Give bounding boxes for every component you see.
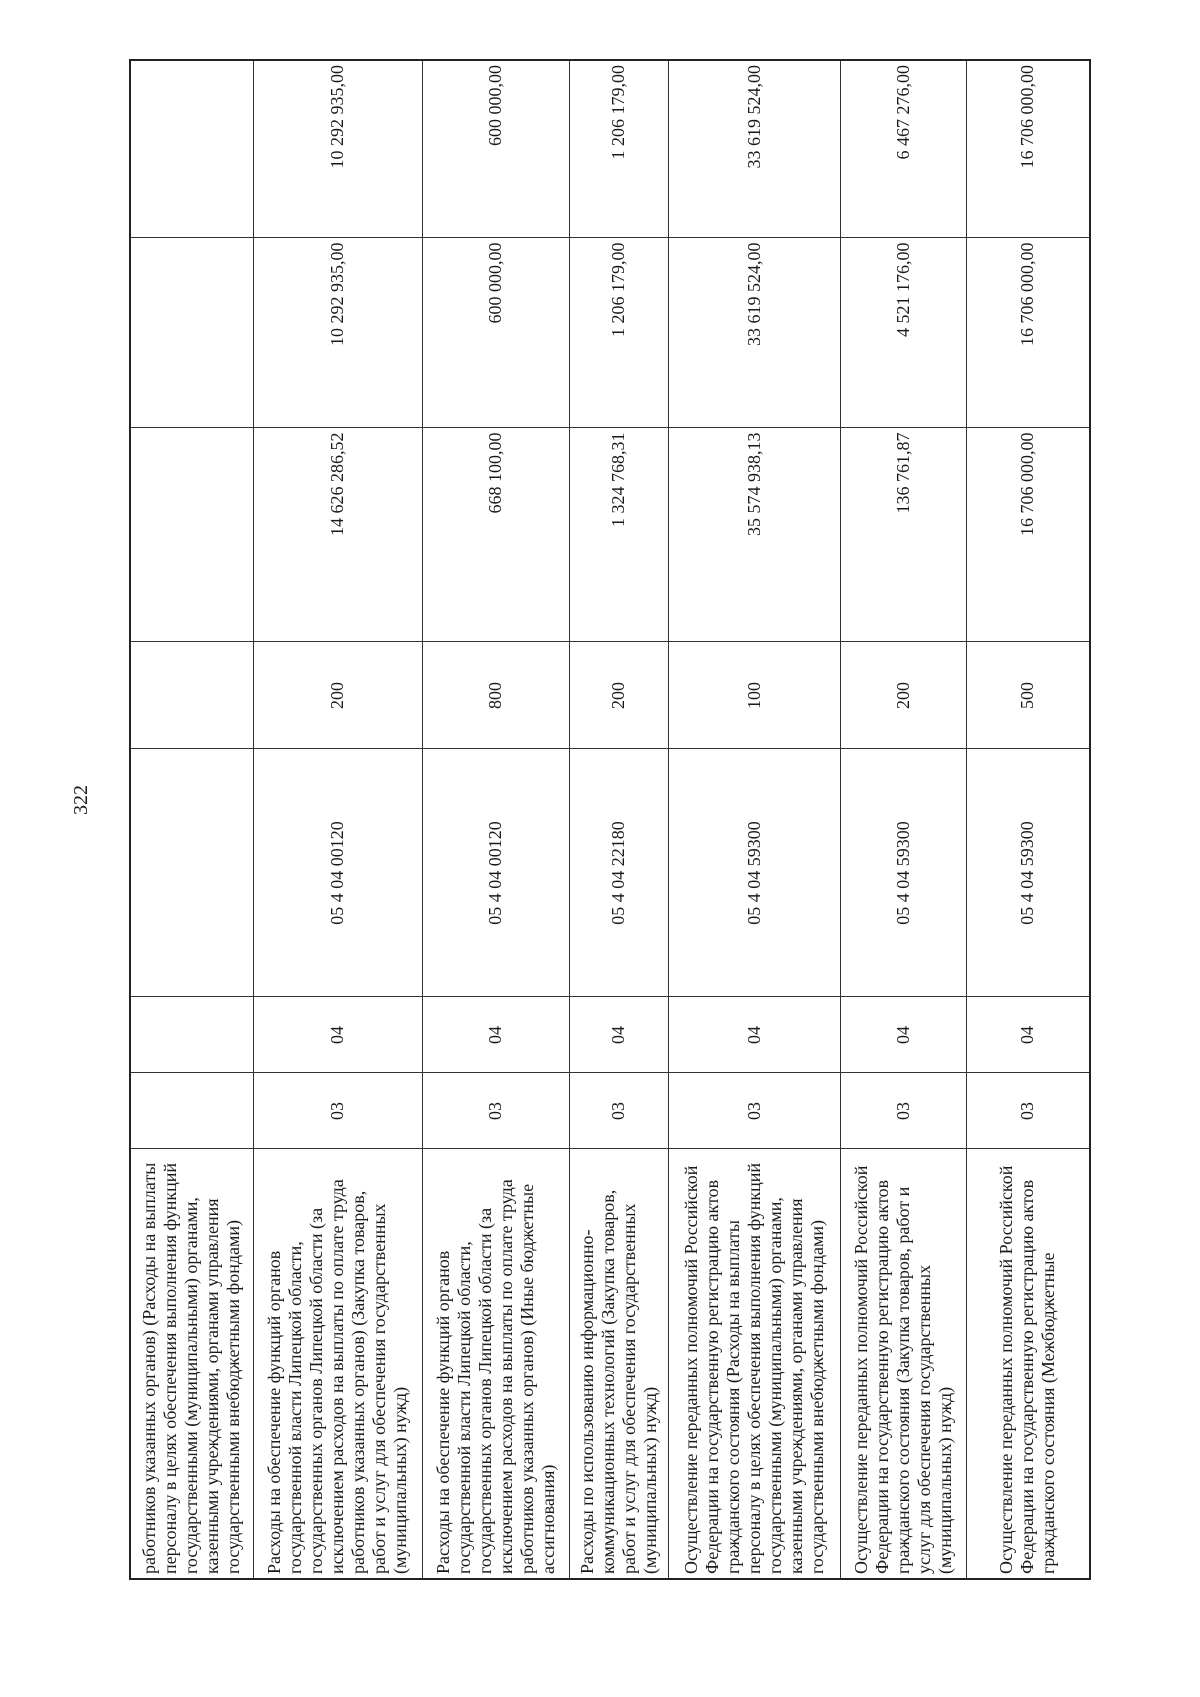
amount-1-cell: 35 574 938,13 [668,428,840,642]
expense-type-cell: 200 [569,642,668,749]
podrazdel-cell: 04 [840,997,966,1073]
row-description: Расходы на обеспечение функций органов государственной власти Липецкой области, государственных органов Липецкой области (за исключением расходов на выплаты по оплате труда работников указанных органов) (Закупка товаров, работ и услуг для обеспечения государственных (муниципальных) нужд) [253,1149,422,1579]
podrazdel-cell: 04 [966,997,1090,1073]
budget-table-wrapper [129,61,1089,1580]
expense-type-cell: 200 [840,642,966,749]
row-description: Осуществление переданных полномочий Российской Федерации на государственную регистрацию актов гражданского состояния (Расходы на выплаты персоналу в целях обеспечения выполнения функций государственными (муниципальными) органами, казенными учреждениями, органами управления государственными внебюджетными фондами) [668,1149,840,1579]
expense-type-cell: 100 [668,642,840,749]
amount-3-cell: 6 467 276,00 [840,60,966,238]
target-article-cell: 05 4 04 59300 [840,749,966,997]
amount-1-cell: 1 324 768,31 [569,428,668,642]
target-article-cell: 05 4 04 59300 [966,749,1090,997]
expense-type-cell: 500 [966,642,1090,749]
target-article-cell: 05 4 04 00120 [253,749,422,997]
amount-2-cell: 1 206 179,00 [569,238,668,428]
podrazdel-cell: 04 [253,997,422,1073]
podrazdel-cell: 04 [569,997,668,1073]
row-description: Осуществление переданных полномочий Российской Федерации на государственную регистрацию актов гражданского состояния (Закупка товаров, работ и услуг для обеспечения государственных (муниципальных) нужд) [840,1149,966,1579]
amount-1-cell [130,428,253,642]
row-description: Расходы на обеспечение функций органов государственной власти Липецкой области, государственных органов Липецкой области (за исключением расходов на выплаты по оплате труда работников указанных органов) (Иные бюджетные ассигнования) [422,1149,569,1579]
razdel-cell: 03 [422,1073,569,1149]
podrazdel-cell [130,997,253,1073]
table-row [966,60,1090,1579]
razdel-cell: 03 [668,1073,840,1149]
target-article-cell: 05 4 04 00120 [422,749,569,997]
amount-2-cell: 16 706 000,00 [966,238,1090,428]
amount-1-cell: 668 100,00 [422,428,569,642]
amount-2-cell: 600 000,00 [422,238,569,428]
amount-2-cell: 33 619 524,00 [668,238,840,428]
row-description: работников указанных органов) (Расходы на выплаты персоналу в целях обеспечения выполнения функций государственными (муниципальными) органами, казенными учреждениями, органами управления государственными внебюджетными фондами) [130,1149,253,1579]
amount-1-cell: 14 626 286,52 [253,428,422,642]
amount-1-cell: 16 706 000,00 [966,428,1090,642]
target-article-cell: 05 4 04 22180 [569,749,668,997]
razdel-cell: 03 [966,1073,1090,1149]
row-description: Осуществление переданных полномочий Российской Федерации на государственную регистрацию актов гражданского состояния (Межбюджетные [966,1149,1090,1579]
table-row [840,60,966,1579]
razdel-cell: 03 [840,1073,966,1149]
amount-3-cell: 1 206 179,00 [569,60,668,238]
expense-type-cell: 800 [422,642,569,749]
amount-3-cell: 33 619 524,00 [668,60,840,238]
target-article-cell: 05 4 04 59300 [668,749,840,997]
table-row [668,60,840,1579]
table-row [569,60,668,1579]
table-row [130,60,253,1579]
amount-2-cell: 4 521 176,00 [840,238,966,428]
razdel-cell: 03 [253,1073,422,1149]
amount-2-cell: 10 292 935,00 [253,238,422,428]
amount-3-cell [130,60,253,238]
razdel-cell: 03 [569,1073,668,1149]
expense-type-cell: 200 [253,642,422,749]
expense-type-cell [130,642,253,749]
amount-3-cell: 10 292 935,00 [253,60,422,238]
razdel-cell [130,1073,253,1149]
page-number: 322 [70,785,92,815]
table-row [253,60,422,1579]
podrazdel-cell: 04 [422,997,569,1073]
amount-3-cell: 600 000,00 [422,60,569,238]
podrazdel-cell: 04 [668,997,840,1073]
budget-table [129,59,1091,1580]
target-article-cell [130,749,253,997]
amount-2-cell [130,238,253,428]
table-row [422,60,569,1579]
amount-3-cell: 16 706 000,00 [966,60,1090,238]
row-description: Расходы по использованию информационно-коммуникационных технологий (Закупка товаров, работ и услуг для обеспечения государственных (муниципальных) нужд) [569,1149,668,1579]
amount-1-cell: 136 761,87 [840,428,966,642]
